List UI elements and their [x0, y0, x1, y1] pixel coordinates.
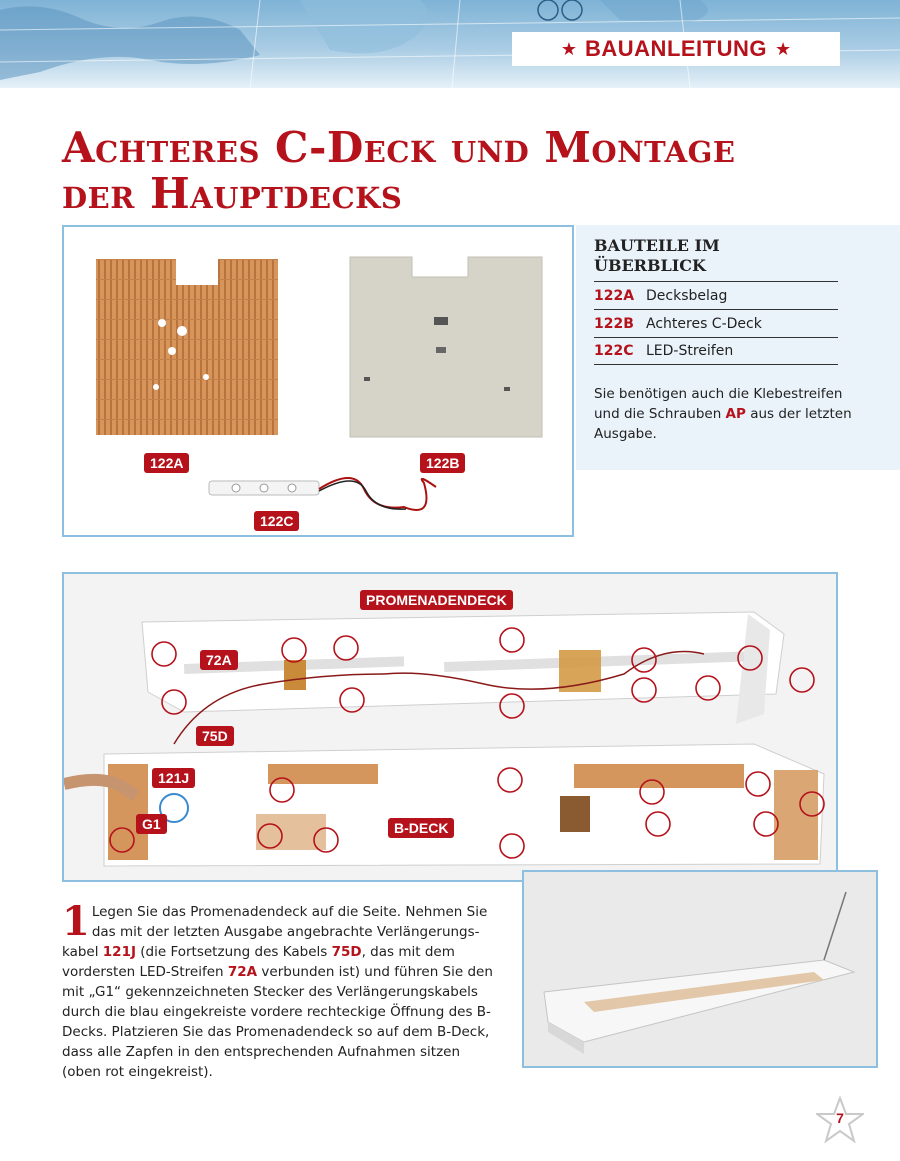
assembled-hull	[544, 960, 854, 1042]
parts-row	[594, 309, 838, 337]
star-icon: ★	[775, 38, 792, 60]
part-name: Decksbelag	[646, 287, 728, 304]
step-code: 121J	[102, 944, 136, 960]
bauanleitung-banner	[512, 32, 840, 66]
label-g1: G1	[136, 814, 167, 834]
part-code: 122C	[594, 343, 634, 359]
heading-line-2: ÜBERBLICK	[594, 256, 706, 275]
assembled-photo-panel	[522, 870, 878, 1068]
deck-covering-122a	[96, 259, 278, 435]
parts-overview-heading	[594, 236, 834, 276]
step-text-segment: (die Fortsetzung des Kabels	[135, 944, 332, 960]
parts-row	[594, 337, 838, 365]
part-code: 122A	[594, 287, 635, 304]
label-122c: 122C	[254, 511, 299, 531]
star-icon: ★	[560, 38, 577, 60]
header-map-strip	[0, 0, 900, 88]
page-number: 7	[836, 1110, 844, 1126]
title-line-2: der Hauptdecks	[62, 169, 403, 218]
banner-label: BAUANLEITUNG	[585, 36, 767, 61]
note-text: Sie benötigen auch die Klebestreifen und die Schrauben	[594, 386, 843, 422]
label-122b: 122B	[420, 453, 465, 473]
note-text-end: aus der letzten Ausgabe.	[594, 406, 852, 442]
parts-photo-panel	[62, 225, 574, 537]
label-promenadendeck: PROMENADENDECK	[360, 590, 513, 610]
b-deck	[104, 744, 824, 866]
assembled-photo	[524, 872, 876, 1066]
step-code: 72A	[227, 964, 258, 980]
parts-row	[594, 281, 838, 309]
part-code: 122B	[594, 315, 634, 332]
note-code: AP	[725, 406, 746, 422]
step-text-segment: , das mit dem vordersten LED-Streifen	[62, 944, 455, 980]
heading-line-1: BAUTEILE IM	[594, 236, 720, 255]
parts-note	[594, 384, 854, 444]
label-121j: 121J	[152, 768, 195, 788]
label-75d: 75D	[196, 726, 234, 746]
assembly-photo-panel	[62, 572, 838, 882]
step-1-text	[62, 898, 502, 1082]
step-number: 1	[62, 898, 90, 945]
label-122a: 122A	[144, 453, 189, 473]
step-text-segment: verbunden ist) und führen Sie den mit „G1“ gekennzeichneten Stecker des Verlängerungskabels durch die blau eingekreiste vordere rechteckige Öffnung des B-Decks. Platzieren Sie das Promenadendeck so auf dem B-Deck, dass alle Zapfen in den entsprechenden Aufnahmen sitzen (oben rot eingekreist).	[62, 964, 493, 1080]
label-72a: 72A	[200, 650, 238, 670]
parts-photo	[64, 227, 572, 535]
step-text-segment: Legen Sie das Promenadendeck auf die Seite. Nehmen Sie das mit der letzten Ausgabe angebrachte Verlängerungskabel	[62, 904, 488, 960]
step-code: 75D	[331, 944, 362, 960]
parts-list	[594, 281, 838, 365]
part-name: LED-Streifen	[646, 343, 734, 359]
part-name: Achteres C-Deck	[646, 315, 762, 332]
title-line-1: Achteres C-Deck und Montage	[62, 123, 736, 172]
label-b-deck: B-DECK	[388, 818, 454, 838]
page-title	[62, 125, 862, 217]
